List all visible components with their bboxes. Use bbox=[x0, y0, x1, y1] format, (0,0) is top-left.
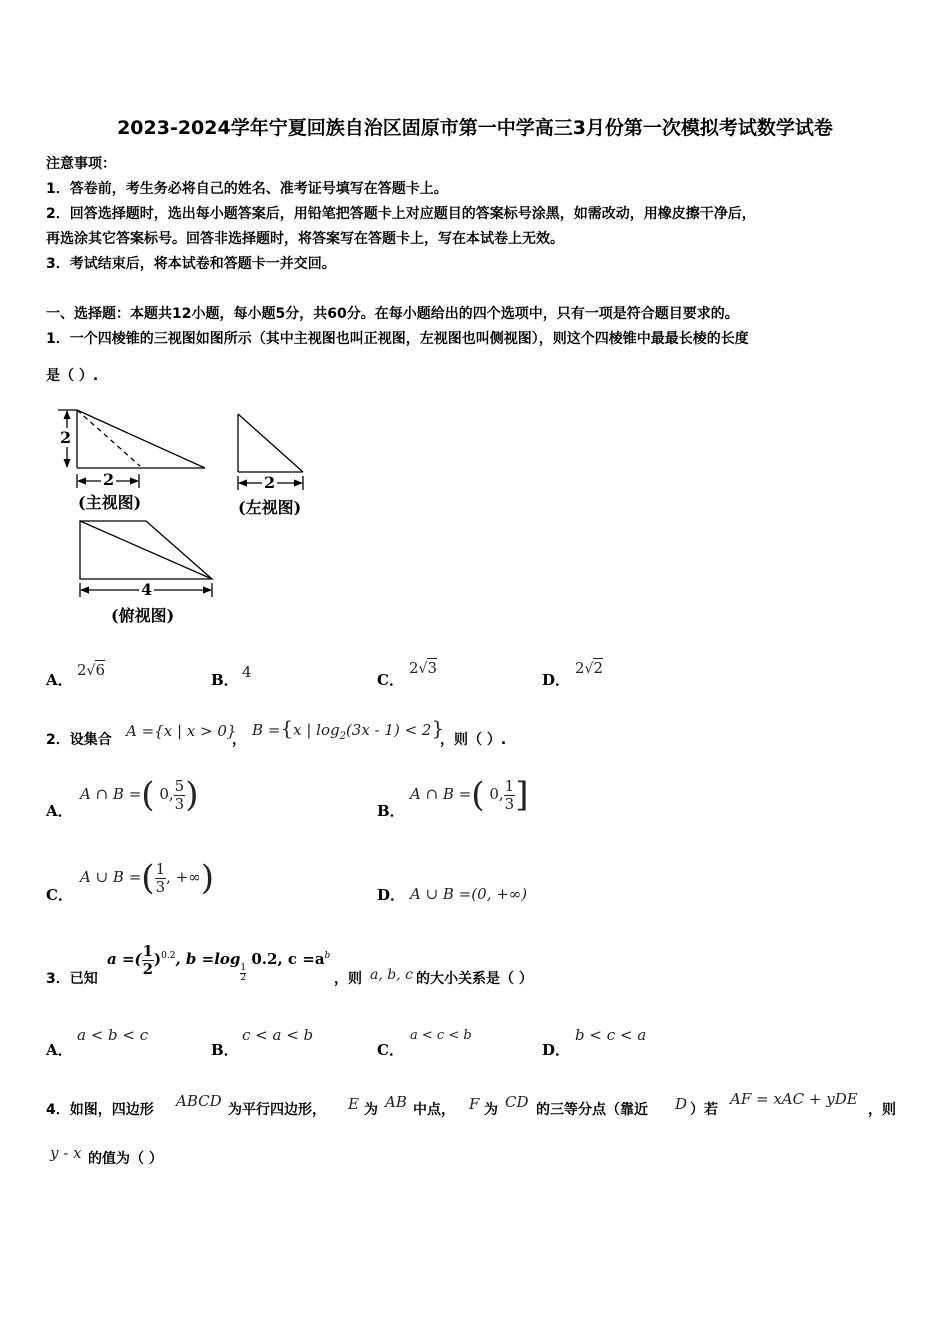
q4-text-4: 中点， bbox=[413, 1102, 455, 1118]
top-width-label: 4 bbox=[141, 580, 153, 599]
q2-option-c-letter[interactable]: C． bbox=[46, 886, 73, 904]
front-height-label: 2 bbox=[60, 428, 72, 447]
q1-option-b-letter[interactable]: B． bbox=[211, 671, 239, 689]
q2-option-a-value[interactable]: A ∩ B =( 0, $\frac{5}{3}$ ) bbox=[80, 775, 199, 815]
q4-text-2: 为平行四边形， bbox=[228, 1102, 326, 1118]
notice-item-3: 3．考试结束后，将本试卷和答题卡一并交回。 bbox=[46, 256, 336, 272]
q2-suffix: ，则（ ）. bbox=[440, 732, 507, 748]
q3-option-c-value[interactable]: a < c < b bbox=[410, 1028, 472, 1043]
page-title: 2023-2024学年宁夏回族自治区固原市第一中学高三3月份第一次模拟考试数学试卷 bbox=[117, 117, 833, 139]
front-width-label: 2 bbox=[103, 470, 115, 489]
notice-item-2-cont: 再选涂其它答案标号。回答非选择题时，将答案写在答题卡上，写在本试卷上无效。 bbox=[46, 231, 564, 247]
q2-option-d-value[interactable]: A ∪ B =(0, +∞) bbox=[410, 885, 528, 903]
q1-option-a-value[interactable]: 2√6 bbox=[77, 661, 106, 679]
side-view-label: (左视图) bbox=[238, 498, 302, 517]
q4-text-6: 的三等分点（靠近 bbox=[536, 1102, 648, 1118]
notice-item-1: 1．答卷前，考生务必将自己的姓名、准考证号填写在答题卡上。 bbox=[46, 181, 448, 197]
q4-math-abcd: ABCD bbox=[176, 1092, 222, 1110]
q3-option-a-value[interactable]: a < b < c bbox=[77, 1026, 149, 1044]
q2-set-b: B ={x | $\log_2(3x - 1) < 2$} bbox=[252, 716, 445, 742]
q2-comma: ， bbox=[232, 732, 246, 748]
q4-math-af: AF = xAC + yDE bbox=[730, 1090, 858, 1108]
q4-math-cd: CD bbox=[505, 1093, 529, 1111]
q4-text-8: ，则 bbox=[868, 1102, 896, 1118]
q1-option-b-value[interactable]: 4 bbox=[242, 663, 252, 681]
q3-option-b-letter[interactable]: B． bbox=[211, 1041, 239, 1059]
q1-option-d-letter[interactable]: D． bbox=[542, 671, 571, 689]
q3-option-b-value[interactable]: c < a < b bbox=[242, 1026, 314, 1044]
q2-set-a: A ={x | x > 0} bbox=[126, 722, 237, 740]
q2-prefix: 2．设集合 bbox=[46, 732, 112, 748]
notice-heading: 注意事项： bbox=[46, 156, 116, 172]
q4-math-yx: y - x bbox=[50, 1144, 82, 1162]
q1-stem-cont: 是（ ）. bbox=[46, 368, 99, 384]
q4-math-f: F bbox=[469, 1095, 480, 1113]
notice-item-2: 2．回答选择题时，选出每小题答案后，用铅笔把答题卡上对应题目的答案标号涂黑，如需改动，用橡皮擦干净后， bbox=[46, 206, 756, 222]
q2-option-b-letter[interactable]: B． bbox=[377, 802, 405, 820]
q2-option-b-value[interactable]: A ∩ B =( 0, $\frac{1}{3}$ ] bbox=[410, 775, 529, 815]
side-width-label: 2 bbox=[264, 473, 276, 492]
q3-prefix: 3．已知 bbox=[46, 971, 98, 987]
q1-option-c-letter[interactable]: C． bbox=[377, 671, 404, 689]
q3-option-d-letter[interactable]: D． bbox=[542, 1041, 571, 1059]
q1-option-c-value[interactable]: 2√3 bbox=[409, 659, 438, 677]
q1-stem: 1．一个四棱锥的三视图如图所示（其中主视图也叫正视图，左视图也叫侧视图），则这个四棱锥中最最长棱的长度 bbox=[46, 331, 749, 347]
q4-math-ab: AB bbox=[385, 1093, 407, 1111]
q4-math-e: E bbox=[348, 1095, 359, 1113]
q4-text-9: 的值为（ ） bbox=[88, 1151, 163, 1167]
q3-option-a-letter[interactable]: A． bbox=[46, 1041, 73, 1059]
front-view-label: (主视图) bbox=[78, 493, 142, 512]
front-view bbox=[58, 410, 205, 488]
q1-option-d-value[interactable]: 2√2 bbox=[575, 659, 604, 677]
q3-option-c-letter[interactable]: C． bbox=[377, 1041, 404, 1059]
top-view-label: (俯视图) bbox=[111, 606, 175, 625]
section-heading: 一、选择题：本题共12小题，每小题5分，共60分。在每小题给出的四个选项中，只有一项是符合题目要求的。 bbox=[46, 306, 739, 322]
q2-option-c-value[interactable]: A ∪ B =( $\frac{1}{3}$ , +∞) bbox=[80, 858, 214, 898]
q2-option-a-letter[interactable]: A． bbox=[46, 802, 73, 820]
q4-text-3: 为 bbox=[364, 1102, 378, 1118]
q4-text-5: 为 bbox=[484, 1102, 498, 1118]
q3-suffix: 的大小关系是（ ） bbox=[416, 971, 533, 987]
q3-vars: a, b, c bbox=[370, 967, 413, 983]
q3-option-d-value[interactable]: b < c < a bbox=[575, 1026, 647, 1044]
q2-option-d-letter[interactable]: D． bbox=[377, 886, 406, 904]
q4-math-d: D bbox=[675, 1095, 688, 1113]
q1-option-a-letter[interactable]: A． bbox=[46, 671, 73, 689]
q4-text-7: ）若 bbox=[690, 1102, 718, 1118]
q3-expression: a =( $\frac{1}{2}$ )$^{0.2}$, b =log $\frac{1}{2}$ 0.2, $c =a^b$ bbox=[107, 942, 331, 983]
q3-mid: ，则 bbox=[334, 971, 362, 987]
q4-text-1: 4．如图，四边形 bbox=[46, 1102, 154, 1118]
